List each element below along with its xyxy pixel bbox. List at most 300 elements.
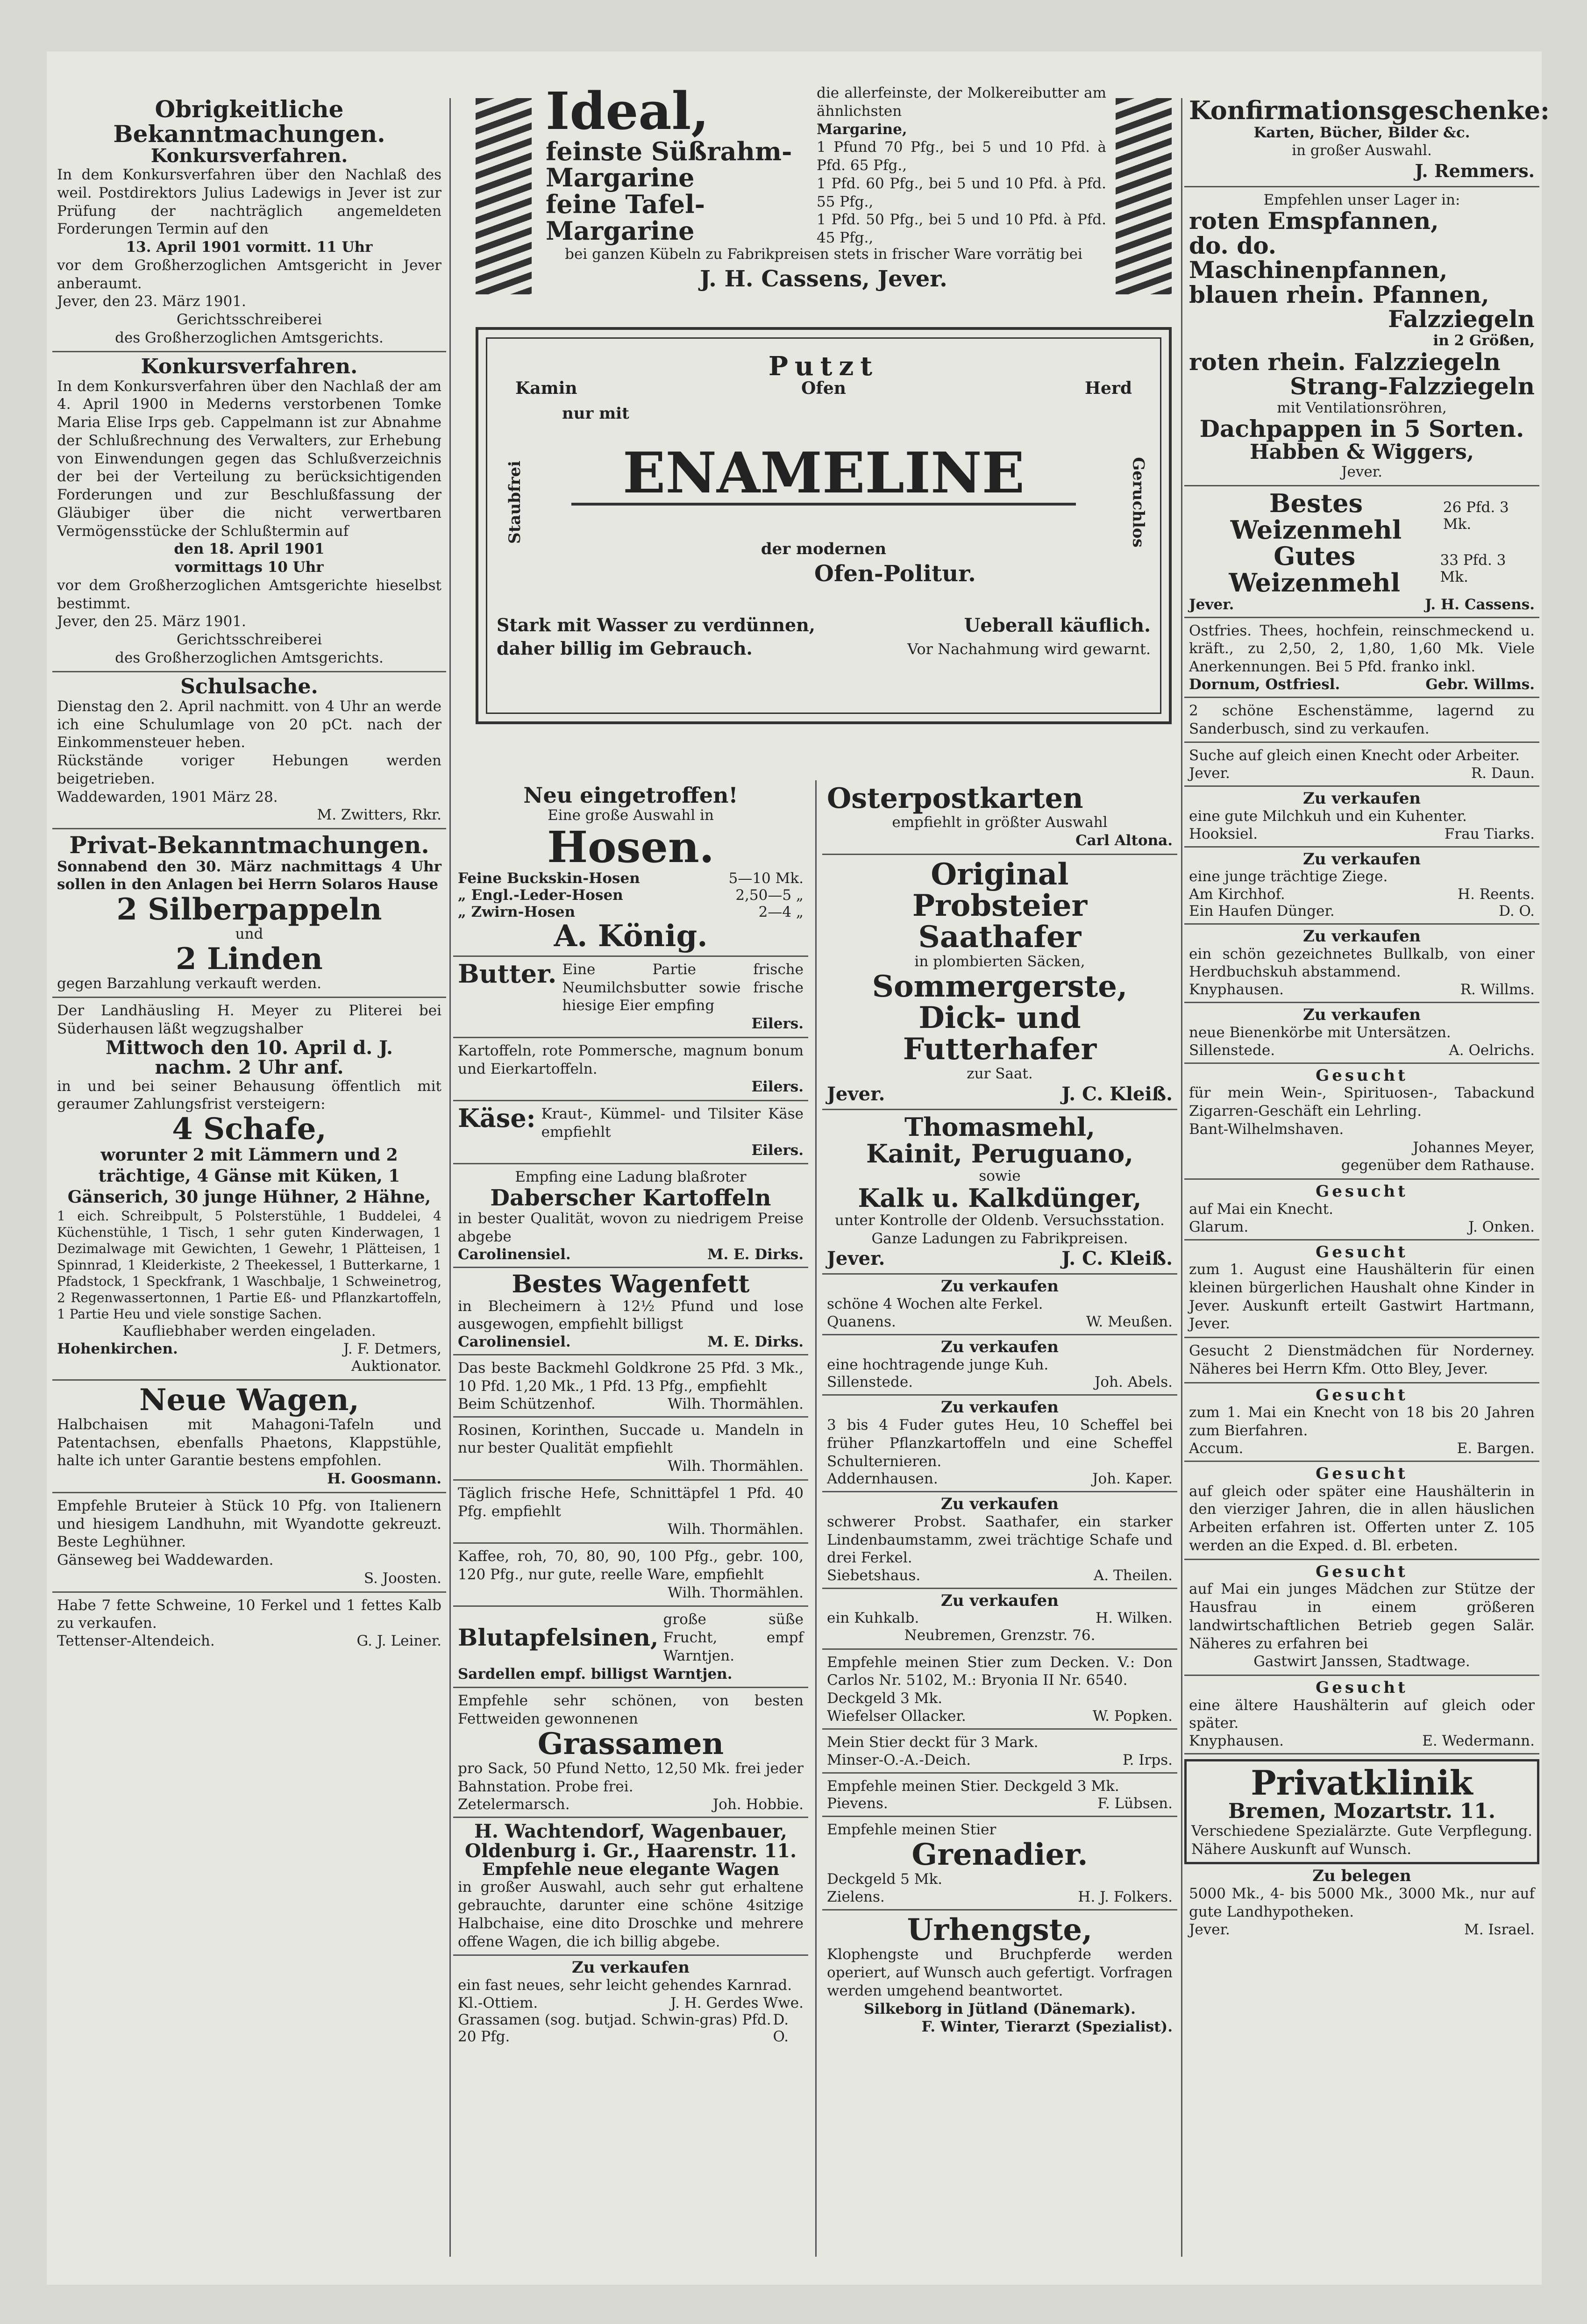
ad-text: daher billig im Gebrauch. [497, 638, 753, 659]
notice-text: vor dem Großherzoglichen Amtsgerichte hieselbst bestimmt. [57, 577, 441, 612]
ad-signature: Frau Tiarks. [1444, 825, 1535, 842]
ad-grenadier [822, 1817, 1177, 1911]
notice-text: Rückstände voriger Hebungen werden beigetrieben. [57, 752, 441, 787]
ad-stier-luebsen [822, 1774, 1177, 1818]
ad-maedchen-janssen [1184, 1560, 1539, 1676]
ad-headline: Butter. [458, 958, 557, 989]
ad-place: Minser-O.-A.-Deich. [827, 1751, 971, 1768]
ad-lehrling [1184, 1064, 1539, 1180]
ad-text: Ein Haufen Dünger. [1189, 903, 1335, 920]
ad-text: Verschiedene Spezialärzte. Gute Verpflegung. Nähere Auskunft auf Wunsch. [1191, 1822, 1532, 1858]
ad-place: Jever. [827, 1083, 885, 1105]
ad-headline: Kalk u. Kalkdünger, [858, 1183, 1142, 1213]
ad-text: auf Mai ein junges Mädchen zur Stütze der Hausfrau in einem größeren landwirtschaftlichen Betrieb gegen Salär. Näheres zu erfahren bei [1189, 1581, 1535, 1652]
ad-product: Bestes Weizenmehl [1230, 488, 1402, 545]
ad-kuh [822, 1335, 1177, 1396]
ad-enameline [476, 327, 1172, 724]
ad-place: Knyphausen. [1189, 1732, 1284, 1750]
ad-text: eine junge trächtige Ziege. [1189, 868, 1388, 885]
ad-title: Zu verkaufen [941, 1277, 1059, 1296]
ad-place: Jever. [1341, 463, 1382, 481]
ad-bienenkoerbe [1184, 1003, 1539, 1063]
price-item: „ Engl.-Leder-Hosen [458, 886, 623, 904]
ad-signature: Wilh. Thormählen. [668, 1395, 804, 1412]
ad-text: Grassamen (sog. butjad. Schwin-gras) Pfd. 20 Pfg. [458, 2011, 771, 2045]
ad-signature: D. O. [1499, 903, 1535, 920]
ad-headline: Hosen. [547, 822, 714, 873]
ad-place: Zetelermarsch. [458, 1796, 570, 1813]
ad-signature: Carl Altona. [1075, 832, 1173, 849]
ad-signature: R. Willms. [1460, 981, 1535, 998]
ad-text: empfiehlt in größter Auswahl [892, 814, 1108, 831]
ad-text: für mein Wein-, Spirituosen-, Tabackund Zigarren-Geschäft ein Lehrling. [1189, 1084, 1535, 1120]
ad-text: in und bei seiner Behausung öffentlich mit geraumer Zahlungsfrist versteigern: [57, 1077, 441, 1113]
ad-kaese [453, 1101, 808, 1164]
ad-wachtendorf [453, 1818, 808, 1956]
column-left [52, 93, 446, 2261]
ad-place: Silkeborg in Jütland (Dänemark). [864, 2000, 1136, 2017]
ad-place: Jever. [1189, 596, 1234, 613]
ad-signature: A. Oelrichs. [1449, 1041, 1535, 1059]
ad-signature: Gebr. Willms. [1425, 676, 1535, 693]
column-rule [449, 98, 451, 2257]
ad-title: H. Wachtendorf, Wagenbauer, [474, 1820, 787, 1842]
ad-signature: S. Joosten. [363, 1569, 441, 1587]
ad-text: zum 1. Mai ein Knecht von 18 bis 20 Jahren zum Bierfahren. [1189, 1404, 1535, 1440]
ad-signature: Habben & Wiggers, [1249, 440, 1474, 464]
notice-signature: Gerichtsschreiberei [176, 631, 322, 649]
ad-place: Beim Schützenhof. [458, 1395, 596, 1412]
ad-text: 1 Pfd. 50 Pfg., bei 5 und 10 Pfd. à Pfd. 45 Pfg., [817, 211, 1106, 246]
ad-text: schöne 4 Wochen alte Ferkel. [827, 1296, 1043, 1313]
ad-osterpostkarten [822, 780, 1177, 855]
ad-title: Zu verkaufen [941, 1337, 1059, 1356]
ad-silberpappeln [52, 829, 446, 998]
ad-text: Kaufliebhaber werden eingeladen. [122, 1323, 376, 1340]
price-value: 5—10 Mk. [728, 870, 804, 887]
ad-text: Empfehle meinen Stier. Deckgeld 3 Mk. [827, 1777, 1119, 1795]
ad-place: Wiefelser Ollacker. [827, 1707, 966, 1725]
ad-text: unter Kontrolle der Oldenb. Versuchsstation. [835, 1212, 1165, 1229]
ad-stier-popken [822, 1650, 1177, 1730]
ad-text: Kraut-, Kümmel- und Tilsiter Käse empfiehlt [541, 1105, 804, 1141]
ad-text: bei ganzen Kübeln zu Fabrikpreisen stets in frischer Ware vorrätig bei [565, 246, 1082, 263]
ad-place: Jever. [1189, 1921, 1230, 1938]
ad-signature: Wilh. Thormählen. [668, 1458, 804, 1475]
ad-text: Vor Nachahmung wird gewarnt. [907, 640, 1151, 658]
ad-text: 5000 Mk., 4- bis 5000 Mk., 3000 Mk., nur auf gute Landhypotheken. [1189, 1885, 1535, 1920]
ad-haushaelterin-z105 [1184, 1462, 1539, 1560]
ad-signature: Wilh. Thormählen. [668, 1521, 804, 1538]
ad-haushaelterin-wedermann [1184, 1676, 1539, 1754]
ad-headline: Grenadier. [911, 1837, 1088, 1873]
ad-schweine [52, 1593, 446, 1654]
ad-place: Neubremen, Grenzstr. 76. [904, 1626, 1096, 1644]
ad-place: Carolinensiel. [458, 1333, 571, 1351]
ad-title: Gesucht [1316, 1678, 1408, 1697]
ad-place: Knyphausen. [1189, 981, 1284, 998]
ad-text: Sardellen empf. billigst Warntjen. [458, 1665, 733, 1682]
ad-knecht-daun [1184, 743, 1539, 787]
ad-hosen [453, 780, 808, 957]
ad-title: Zu verkaufen [941, 1591, 1059, 1611]
ad-bold-text: Empfehle neue elegante Wagen [482, 1859, 780, 1879]
ad-place: Gänseweg bei Waddewarden. [57, 1552, 274, 1569]
notice-signature: des Großherzoglichen Amtsgerichts. [115, 649, 384, 666]
notice-konkurs-1 [52, 93, 446, 352]
ad-daberscher-kartoffeln [453, 1164, 808, 1268]
ad-date: Mittwoch den 10. April d. J. [106, 1036, 393, 1059]
ad-text: Empfehle meinen Stier zum Decken. V.: Don Carlos Nr. 5102, M.: Bryonia II Nr. 6540. [827, 1654, 1173, 1689]
ad-signature: Eilers. [751, 1078, 804, 1096]
ad-text: die allerfeinste, der Molkereibutter am ähnlichsten [817, 85, 1106, 120]
ad-place: Carolinensiel. [458, 1246, 571, 1263]
ad-text: in 2 Größen, [1433, 332, 1535, 349]
ad-headline: Bestes Wagenfett [512, 1269, 750, 1298]
ad-grassamen [453, 1688, 808, 1818]
ad-konfirmation [1184, 93, 1550, 187]
ad-text: Das beste Backmehl Goldkrone 25 Pfd. 3 Mk., 10 Pfd. 1,20 Mk., 1 Pfd. 13 Pfg., empfiehlt [458, 1360, 804, 1395]
ad-signature: J. H. Gerdes Wwe. [670, 1994, 804, 2011]
ad-headline: 2 Silberpappeln [116, 892, 382, 927]
ad-stier-irps [822, 1730, 1177, 1774]
ad-signature: Eilers. [751, 1141, 804, 1159]
notice-title: Konkursverfahren. [141, 354, 358, 378]
notice-date: den 18. April 1901 [174, 541, 325, 558]
ad-text: 1 Pfd. 60 Pfg., bei 5 und 10 Pfd. à Pfd. 55 Pfg., [817, 175, 1106, 210]
ad-text: in großer Auswahl, auch sehr gut erhaltene gebrauchte, darunter eine schöne 4sitzige Halbchaise, eine dito Droschke und mehrere offene Wagen, die ich billig abgebe. [458, 1879, 804, 1950]
ad-place: Tettenser-Altendeich. [57, 1633, 215, 1650]
ad-title: Gesucht [1316, 1464, 1408, 1483]
ad-headline: Thomasmehl, [904, 1112, 1096, 1142]
ad-text: in bester Qualität, wovon zu niedrigem Preise abgebe [458, 1210, 804, 1246]
ad-product: Falzziegeln [1388, 305, 1535, 333]
price-value: 33 Pfd. 3 Mk. [1440, 552, 1506, 586]
ad-product: Dachpappen in 5 Sorten. [1199, 415, 1524, 443]
ad-title: Zu belegen [1312, 1867, 1411, 1886]
ad-text: 1 eich. Schreibpult, 5 Polsterstühle, 1 Buddelei, 4 Küchenstühle, 1 Tisch, 1 sehr guten Kinderwagen, 1 Dezimalwage mit Gewichten, 1 Gewehr, 1 Plätteisen, 1 Spinnrad, 1 Kleiderkiste, 2 Theekessel, 1 Butterkarne, 1 Pfadstock, 1 Speckfrank, 1 Waschbalje, 1 Schweinetrog, 2 Regenwassertonnen, 1 Partie Eß- und Pflanzkartoffeln, 1 Partie Heu und viele sonstige Sachen. [57, 1208, 441, 1322]
ad-blutapfelsinen [453, 1607, 808, 1688]
ad-thomasmehl [822, 1110, 1177, 1275]
ad-signature: E. Bargen. [1457, 1440, 1535, 1457]
ad-signature: A. König. [554, 918, 708, 954]
ad-text: Ueberall käuflich. [964, 614, 1151, 636]
ad-text: Empfing eine Ladung blaßroter [515, 1169, 747, 1186]
ad-bold-text: worunter 2 mit Lämmern und 2 trächtige, 4 Gänse mit Küken, 1 Gänserich, 30 junge Hühner, 2 Hähne, [67, 1145, 431, 1207]
ad-text: ein schön gezeichnetes Bullkalb, von einer Herdbuchskuh abstammend. [1189, 945, 1535, 981]
ad-product: feine Tafel-Margarine [546, 189, 705, 246]
ad-text: Ofen-Politur. [814, 561, 976, 587]
notice-signature: des Großherzoglichen Amtsgerichts. [115, 329, 384, 346]
ad-text: Sonnabend den 30. März nachmittags 4 Uhr sollen in den Anlagen bei Herrn Solaros Hause [57, 858, 441, 893]
ad-weizenmehl [1184, 486, 1539, 618]
ad-text: Halbchaisen mit Mahagoni-Tafeln und Patentachsen, ebenfalls Phaetons, Klappstühle, halte ich unter Garantie bestens empfohlen. [57, 1416, 441, 1469]
column-middle [453, 81, 1177, 2261]
ad-hefe [453, 1481, 808, 1544]
ad-kartoffeln [453, 1038, 808, 1101]
ad-title: Zu verkaufen [1303, 1005, 1421, 1025]
ad-text: auf Mai ein Knecht. [1189, 1200, 1333, 1218]
ad-text: Rosinen, Korinthen, Succade u. Mandeln in nur bester Qualität empfiehlt [458, 1421, 804, 1457]
ad-text: große süße Frucht, empf Warntjen. [663, 1611, 804, 1664]
ad-text: Der Landhäusling H. Meyer zu Pliterei bei Süderhausen läßt wegzugshalber [57, 1002, 441, 1037]
price-value: 26 Pfd. 3 Mk. [1443, 499, 1509, 533]
ad-text: Klophengste und Bruchpferde werden operiert, auf Wunsch auch gefertigt. Vorfragen werden umgehend beantwortet. [827, 1946, 1173, 1999]
ad-headline: Privatklinik [1251, 1763, 1473, 1803]
ad-text: Täglich frische Hefe, Schnittäpfel 1 Pfd. 40 Pfg. empfiehlt [458, 1484, 804, 1520]
ad-text: auf gleich oder später eine Haushälterin in den vierziger Jahren, die in allen häuslichen Arbeiten erfahren ist. Offerten unter Z. 105 werden an die Exped. d. Bl. erbeten. [1189, 1483, 1535, 1554]
ad-place: Quanens. [827, 1313, 896, 1330]
ad-text: Deckgeld 5 Mk. [827, 1871, 943, 1888]
ad-title: Gesucht [1316, 1385, 1408, 1404]
notice-text: Dienstag den 2. April nachmitt. von 4 Uhr an werde ich eine Schulumlage von 20 pCt. nach der Einkommensteuer heben. [57, 698, 441, 751]
ad-place: Glarum. [1189, 1218, 1249, 1235]
ad-text: mit Ventilationsröhren, [1277, 399, 1447, 416]
ad-text: eine ältere Haushälterin auf gleich oder später. [1189, 1697, 1535, 1732]
ad-headline: Kainit, Peruguano, [866, 1138, 1134, 1169]
ad-signature: G. J. Leiner. [356, 1633, 441, 1650]
ad-text: Habe 7 fette Schweine, 10 Ferkel und 1 fettes Kalb zu verkaufen. [57, 1597, 441, 1632]
ad-text: Mein Stier deckt für 3 Mark. [827, 1733, 1039, 1751]
ad-zu-belegen [1184, 1864, 1539, 1941]
ad-text: Herd [1084, 378, 1132, 398]
ad-place: Hooksiel. [1189, 825, 1258, 842]
ad-knecht-bargen [1184, 1383, 1539, 1462]
ad-headline: 2 Linden [176, 941, 323, 977]
ad-place: Sillenstede. [827, 1374, 913, 1391]
ad-text: ein fast neues, sehr leicht gehendes Karnrad. [458, 1976, 792, 1994]
ad-kuhkalb [822, 1589, 1177, 1649]
ad-title: Zu verkaufen [1303, 927, 1421, 946]
ad-signature: Joh. Kaper. [1092, 1470, 1173, 1488]
section-title-private: Privat-Bekanntmachungen. [69, 831, 429, 859]
ad-title: Gesucht [1316, 1066, 1408, 1085]
ad-ziege [1184, 848, 1539, 925]
ad-subtitle: Oldenburg i. Gr., Haarenstr. 11. [464, 1839, 797, 1862]
column-middle-right [822, 780, 1177, 2261]
ad-headline: Konfirmationsgeschenke: [1189, 95, 1550, 125]
ad-headline: Käse: [458, 1103, 536, 1133]
ad-signature: W. Meußen. [1086, 1313, 1173, 1330]
ad-place: Accum. [1189, 1440, 1244, 1457]
ad-text: gegen Barzahlung verkauft werden. [57, 975, 322, 992]
ad-signature: H. Reents. [1458, 886, 1535, 903]
ad-headline: Blutapfelsinen, [458, 1624, 659, 1652]
ad-text: Deckgeld 3 Mk. [827, 1690, 943, 1707]
ad-text: in plombierten Säcken, [914, 953, 1085, 970]
ad-place: Siebetshaus. [827, 1567, 921, 1584]
notice-text: vor dem Großherzoglichen Amtsgericht in Jever anberaumt. [57, 257, 441, 292]
ad-signature: P. Irps. [1123, 1751, 1173, 1768]
ad-headline: Dick- und Futterhafer [903, 1000, 1097, 1067]
ad-karnrad [453, 1956, 808, 2048]
notice-place: Jever, den 25. März 1901. [57, 613, 246, 630]
ad-auction-meyer [52, 998, 446, 1381]
ad-place: Sillenstede. [1189, 1041, 1275, 1059]
notice-signature: M. Zwitters, Rkr. [317, 806, 441, 824]
ad-kaffee [453, 1544, 808, 1607]
ad-text: ein Kuhkalb. [827, 1609, 919, 1626]
ad-signature: R. Daun. [1471, 765, 1535, 782]
ad-milchkuh [1184, 787, 1539, 847]
notice-place: Waddewarden, 1901 März 28. [57, 788, 278, 806]
ad-signature: Gastwirt Janssen, Stadtwage. [1253, 1653, 1470, 1670]
ad-headline: ENAMELINE [571, 444, 1076, 506]
ad-signature: Wilh. Thormählen. [668, 1584, 804, 1601]
section-title-official: Obrigkeitliche Bekanntmachungen. [113, 95, 385, 148]
ad-product: feinste Süßrahm-Margarine [546, 136, 792, 193]
ad-text: Empfehle sehr schönen, von besten Fettweiden gewonnenen [458, 1692, 804, 1728]
notice-date: 13. April 1901 vormitt. 11 Uhr [126, 239, 373, 256]
ad-signature: M. E. Dirks. [707, 1246, 804, 1263]
ad-text: pro Sack, 50 Pfund Netto, 12,50 Mk. frei jeder Bahnstation. Probe frei. [458, 1760, 804, 1795]
ad-place: Dornum, Ostfriesl. [1189, 676, 1340, 693]
price-value: 2—4 „ [758, 903, 804, 920]
ad-place: Hohenkirchen. [57, 1340, 178, 1357]
ad-eschenstaemme [1184, 698, 1539, 743]
ornament-left [476, 98, 532, 294]
ad-signature: J. H. Cassens. [1425, 596, 1535, 613]
ad-title: Gesucht [1316, 1562, 1408, 1581]
ad-signature: J. H. Cassens, Jever. [700, 266, 947, 292]
ad-product: do. do. Maschinenpfannen, [1189, 231, 1448, 284]
ad-text: neue Bienenkörbe mit Untersätzen. [1189, 1024, 1451, 1041]
notice-schulsache [52, 672, 446, 829]
ad-signature: J. F. Detmers, [343, 1340, 441, 1357]
ad-product: roten rhein. Falzziegeln [1189, 348, 1501, 376]
ad-rosinen [453, 1418, 808, 1481]
ad-headline: Original [931, 856, 1069, 892]
ad-text: eine hochtragende junge Kuh. [827, 1356, 1049, 1373]
ad-text: nur mit [562, 404, 629, 423]
notice-text: In dem Konkursverfahren über den Nachlaß des weil. Postdirektors Julius Ladewigs in Jever ist zur Prüfung der nachträglich angemeldeten Forderungen Termin auf den [57, 166, 441, 238]
ad-text: sowie [979, 1167, 1021, 1184]
ad-ferkel [822, 1275, 1177, 1335]
ad-text: der modernen [761, 540, 887, 558]
ad-product: Gutes Weizenmehl [1229, 541, 1401, 598]
ad-signature: M. Israel. [1464, 1921, 1535, 1938]
ad-product: blauen rhein. Pfannen, [1189, 280, 1489, 308]
notice-title: Schulsache. [180, 674, 318, 699]
ad-haushaelterin-hartmann [1184, 1240, 1539, 1339]
ad-headline: Neue Wagen, [139, 1382, 359, 1418]
ad-title: Gesucht [1316, 1242, 1408, 1262]
ad-signature: H. Goosmann. [327, 1470, 441, 1488]
ad-text: schwerer Probst. Saathafer, ein starker Lindenbaumstamm, zwei trächtige Schafe und drei Ferkel. [827, 1513, 1173, 1567]
ad-heu [822, 1396, 1177, 1492]
ad-signature: Joh. Hobbie. [712, 1796, 804, 1813]
ad-place: Pievens. [827, 1795, 888, 1812]
ad-thees [1184, 618, 1539, 698]
ad-place: Am Kirchhof. [1189, 886, 1285, 903]
ad-neue-wagen [52, 1381, 446, 1493]
ad-headline: Urhengste, [907, 1912, 1093, 1948]
ad-signature: D. O. [773, 2011, 789, 2045]
ad-text: Ostfries. Thees, hochfein, reinschmeckend u. kräft., zu 2,50, 2, 1,80, 1,60 Mk. Viele Anerkennungen. Bei 5 Pfd. franko inkl. [1189, 622, 1535, 676]
ad-place: Jever. [1189, 765, 1230, 782]
ad-text: 1 Pfund 70 Pfg., bei 5 und 10 Pfd. à Pfd. 65 Pfg., [817, 139, 1106, 174]
ad-butter [453, 957, 808, 1038]
ad-signature: E. Wedermann. [1422, 1732, 1535, 1750]
ad-title: Zu verkaufen [1303, 789, 1421, 808]
ad-side-text: Geruchlos [1129, 457, 1148, 548]
ad-headline: Osterpostkarten [827, 782, 1083, 815]
ad-title: Gesucht [1316, 1182, 1408, 1201]
ad-text: eine gute Milchkuh und ein Kuhenter. [1189, 807, 1467, 825]
price-item: Feine Buckskin-Hosen [458, 870, 640, 887]
ad-signature-role: Auktionator. [351, 1357, 441, 1375]
ad-place: Jever. [827, 1248, 885, 1270]
ad-title: Zu verkaufen [941, 1398, 1059, 1417]
ad-text: Eine große Auswahl in [548, 807, 714, 824]
ad-text: Gesucht 2 Dienstmädchen für Norderney. Näheres bei Herrn Kfm. Otto Bley, Jever. [1189, 1342, 1535, 1377]
ad-product: Strang-Falzziegeln [1290, 372, 1535, 400]
ad-ideal-margarine [476, 81, 1172, 304]
ad-text: Kamin [515, 378, 577, 398]
ad-text: und [235, 926, 263, 943]
ad-text: Stark mit Wasser zu verdünnen, [497, 614, 816, 635]
ad-subtitle: Bremen, Mozartstr. 11. [1228, 1799, 1496, 1823]
column-right [1184, 93, 1550, 2261]
ad-probst-saathafer [822, 1492, 1177, 1589]
ad-signature: J. C. Kleiß. [1061, 1083, 1173, 1105]
ad-text: Empfehle Bruteier à Stück 10 Pfg. von Italienern und hiesigem Landhuhn, mit Wyandotte gekreuzt. Beste Leghühner. [57, 1497, 441, 1551]
ad-side-text: Staubfrei [505, 461, 524, 544]
price-value: 2,50—5 „ [735, 886, 804, 904]
ad-title: Zu verkaufen [572, 1958, 690, 1977]
notice-time: vormittags 10 Uhr [175, 559, 324, 576]
ad-place: Kl.-Ottiem. [458, 1994, 538, 2011]
ad-text: Kaffee, roh, 70, 80, 90, 100 Pfg., gebr. 100, 120 Pfg., nur gute, reelle Ware, empfiehlt [458, 1548, 804, 1583]
ad-signature: Eilers. [751, 1015, 804, 1033]
ornament-right [1116, 98, 1172, 294]
ad-title: Neu eingetroffen! [523, 783, 738, 808]
ad-text: Empfehle meinen Stier [827, 1821, 996, 1839]
notice-signature: Gerichtsschreiberei [176, 311, 322, 328]
ad-text: Ganze Ladungen zu Fabrikpreisen. [871, 1230, 1128, 1247]
ad-signature: H. Wilken. [1096, 1609, 1173, 1626]
ad-text: in Blecheimern à 12½ Pfund und lose ausgewogen, empfiehlt billigst [458, 1297, 804, 1333]
ad-text: zur Saat. [967, 1065, 1033, 1083]
ad-text: Kartoffeln, rote Pommersche, magnum bonum und Eierkartoffeln. [458, 1042, 804, 1077]
ad-signature: F. Lübsen. [1097, 1795, 1173, 1812]
ad-signature: F. Winter, Tierarzt (Spezialist). [921, 2018, 1173, 2036]
price-item: „ Zwirn-Hosen [458, 903, 576, 920]
ad-headline: Putzt [768, 351, 879, 382]
ad-title: Zu verkaufen [1303, 849, 1421, 869]
ad-headline: Daberscher Kartoffeln [490, 1185, 771, 1212]
ad-text: Empfehlen unser Lager in: [1263, 191, 1460, 208]
ad-headline: Grassamen [537, 1726, 724, 1761]
ad-signature: W. Popken. [1092, 1707, 1173, 1725]
ad-headline: Sommergerste, [872, 969, 1128, 1004]
newspaper-page [47, 51, 1550, 2285]
ad-text: Ofen [801, 378, 846, 398]
ad-headline: Probsteier Saathafer [912, 888, 1088, 955]
ad-bruteier [52, 1493, 446, 1593]
ad-signature: A. Theilen. [1093, 1567, 1173, 1584]
ad-text: Suche auf gleich einen Knecht oder Arbeiter. [1189, 747, 1520, 764]
ad-text: 3 bis 4 Fuder gutes Heu, 10 Scheffel bei früher Pflanzkartoffeln und eine Scheffel Schulternieren. [827, 1417, 1173, 1470]
ad-text: in großer Auswahl. [1292, 142, 1432, 159]
column-rule [1181, 98, 1182, 2257]
ad-bullkalb [1184, 925, 1539, 1003]
notice-text: In dem Konkursverfahren über den Nachlaß der am 4. April 1900 in Mederns verstorbenen Tomke Maria Elise Irps geb. Cappelmann ist zur Abnahme der Schlußrechnung des Verwalters, zur Erhebung von Einwendungen gegen das Schlußverzeichnis der bei der Verteilung zu berücksichtigenden Forderungen und zur Beschlußfassung der Gläubiger über die nicht verwertbaren Vermögensstücke der Schlußtermin auf [57, 378, 441, 540]
ad-text: Karten, Bücher, Bilder &c. [1253, 124, 1470, 141]
ad-signature: M. E. Dirks. [707, 1333, 804, 1351]
ad-dienstmaedchen [1184, 1338, 1539, 1383]
ad-urhengste [822, 1911, 1177, 2040]
